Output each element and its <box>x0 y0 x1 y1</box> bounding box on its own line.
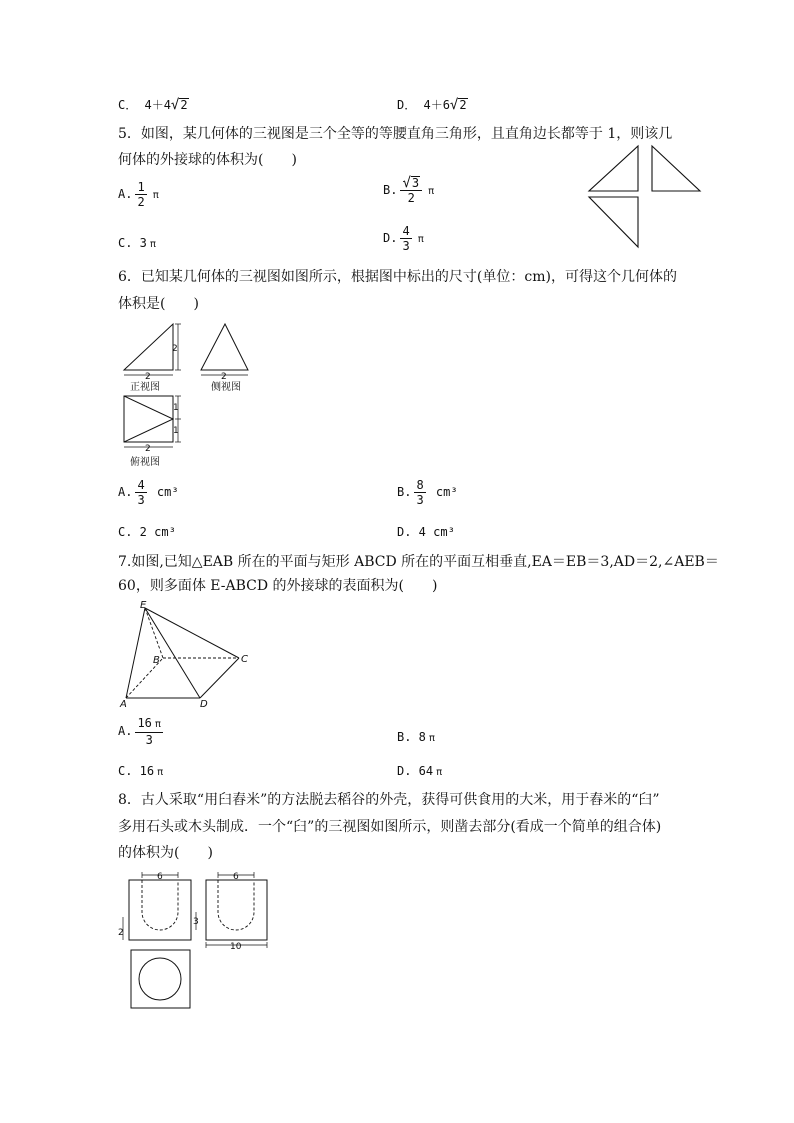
dim-label: 6 <box>233 872 239 882</box>
pi-symbol: π <box>152 190 159 201</box>
q5-stem-line1: 5．如图，某几何体的三视图是三个全等的等腰直角三角形，且直角边长都等于 1，则该几 <box>118 126 673 142</box>
unit: cm³ <box>435 485 458 499</box>
front-view-rect <box>129 880 191 940</box>
q6-option-b[interactable] <box>397 478 458 507</box>
fraction: $\frac{16 \pi}{3}$ <box>137 716 161 747</box>
vertex-label-a: A <box>120 699 127 710</box>
option-text: C. 3 <box>118 236 147 250</box>
q5-option-b[interactable] <box>383 176 434 205</box>
dim-label: 2 <box>221 372 227 382</box>
q4-option-d[interactable] <box>397 98 468 112</box>
sqrt-sign: √ <box>170 97 180 113</box>
q5-option-c[interactable] <box>118 236 156 250</box>
fraction: $\frac{√3}{2}$ <box>400 176 422 205</box>
fraction: $\frac{4}{3}$ <box>137 478 145 507</box>
dim-label: 2 <box>145 372 151 382</box>
pi-symbol: π <box>436 767 443 778</box>
fraction: $\frac{8}{3}$ <box>416 478 424 507</box>
dim-label: 2 <box>172 344 178 354</box>
pi-symbol: π <box>157 767 164 778</box>
q7-stem-line2: 60，则多面体 E-ABCD 的外接球的表面积为( ) <box>118 578 438 594</box>
q7-option-c[interactable] <box>118 764 163 778</box>
triangle-top <box>589 197 638 247</box>
fraction: $\frac{1}{2}$ <box>137 180 145 209</box>
dim-label: 3 <box>193 917 199 927</box>
front-view-label: 正视图 <box>130 382 160 393</box>
pi-symbol: π <box>417 234 424 245</box>
dim-label: 2 <box>118 928 124 938</box>
vertex-label-d: D <box>200 699 208 710</box>
q7-option-a[interactable] <box>118 716 166 747</box>
q6-stem-line2: 体积是( ) <box>118 296 199 312</box>
option-text: C. 16 <box>118 764 155 778</box>
q8-stem-line1: 8．古人采取“用臼舂米”的方法脱去稻谷的外壳，获得可供食用的大米，用于舂米的“臼” <box>118 792 660 808</box>
option-letter: D． <box>397 98 417 112</box>
q7-option-b[interactable] <box>397 730 435 744</box>
q5-option-d[interactable] <box>383 224 424 253</box>
dim-label: 2 <box>145 444 151 454</box>
top-view-rect <box>124 396 173 442</box>
q8-stem-line3: 的体积为( ) <box>118 845 213 861</box>
option-letter: D. <box>383 231 398 245</box>
q8-mortar-three-view-figure <box>118 867 278 1012</box>
vertex-label-b: B <box>153 655 160 666</box>
dim-label: 1 <box>173 403 179 413</box>
pi-symbol: π <box>428 733 435 744</box>
sqrt-sign: √ <box>402 175 411 191</box>
q4-option-c[interactable] <box>118 98 189 112</box>
option-letter: A. <box>118 187 133 201</box>
q5-stem-line2: 何体的外接球的体积为( ) <box>118 152 297 168</box>
q6-three-view-figure <box>118 320 298 470</box>
sqrt-sign: √ <box>449 97 459 113</box>
side-view-rect <box>206 880 267 940</box>
vertex-label-e: E <box>140 600 147 611</box>
dim-label: 6 <box>157 872 163 882</box>
top-view-label: 俯视图 <box>130 457 160 468</box>
option-letter: A. <box>118 724 133 738</box>
option-letter: A. <box>118 485 133 499</box>
dim-label: 10 <box>230 942 242 952</box>
triangle-side <box>652 146 700 191</box>
option-text: B. 8 <box>397 730 426 744</box>
dim-label: 1 <box>173 426 179 436</box>
side-view-triangle <box>201 324 248 370</box>
option-text: D. 64 <box>397 764 434 778</box>
q7-option-d[interactable] <box>397 764 442 778</box>
pi-symbol: π <box>149 239 156 250</box>
q8-stem-line2: 多用石头或木头制成．一个“臼”的三视图如图所示，则凿去部分(看成一个简单的组合体) <box>118 819 662 835</box>
q7-stem-line1: 7.如图,已知△EAB 所在的平面与矩形 ABCD 所在的平面互相垂直,EA＝EB＝3,AD＝2,∠AEB＝ <box>118 554 719 570</box>
radicand: 2 <box>180 98 188 112</box>
front-view-triangle <box>124 324 173 370</box>
q6-option-c[interactable]: C. 2 cm³ <box>118 525 176 539</box>
q6-option-d[interactable]: D. 4 cm³ <box>397 525 455 539</box>
vertex-label-c: C <box>241 654 248 665</box>
triangle-front <box>589 146 638 191</box>
pi-symbol: π <box>428 186 435 197</box>
option-letter: B. <box>397 485 412 499</box>
radicand: 2 <box>459 98 467 112</box>
option-letter: C． <box>118 98 138 112</box>
q5-three-view-figure <box>585 143 705 253</box>
unit: cm³ <box>156 485 179 499</box>
q7-polyhedron-figure <box>118 600 258 710</box>
option-value: 4＋4 <box>144 98 171 112</box>
fraction: $\frac{4}{3}$ <box>402 224 410 253</box>
side-view-label: 侧视图 <box>211 382 241 393</box>
q6-option-a[interactable] <box>118 478 179 507</box>
option-letter: B. <box>383 183 398 197</box>
q5-option-a[interactable] <box>118 180 159 209</box>
q6-stem-line1: 6．已知某几何体的三视图如图所示，根据图中标出的尺寸(单位：cm)，可得这个几何体的 <box>118 269 677 285</box>
option-value: 4＋6 <box>423 98 450 112</box>
top-view-circle <box>139 958 181 1000</box>
